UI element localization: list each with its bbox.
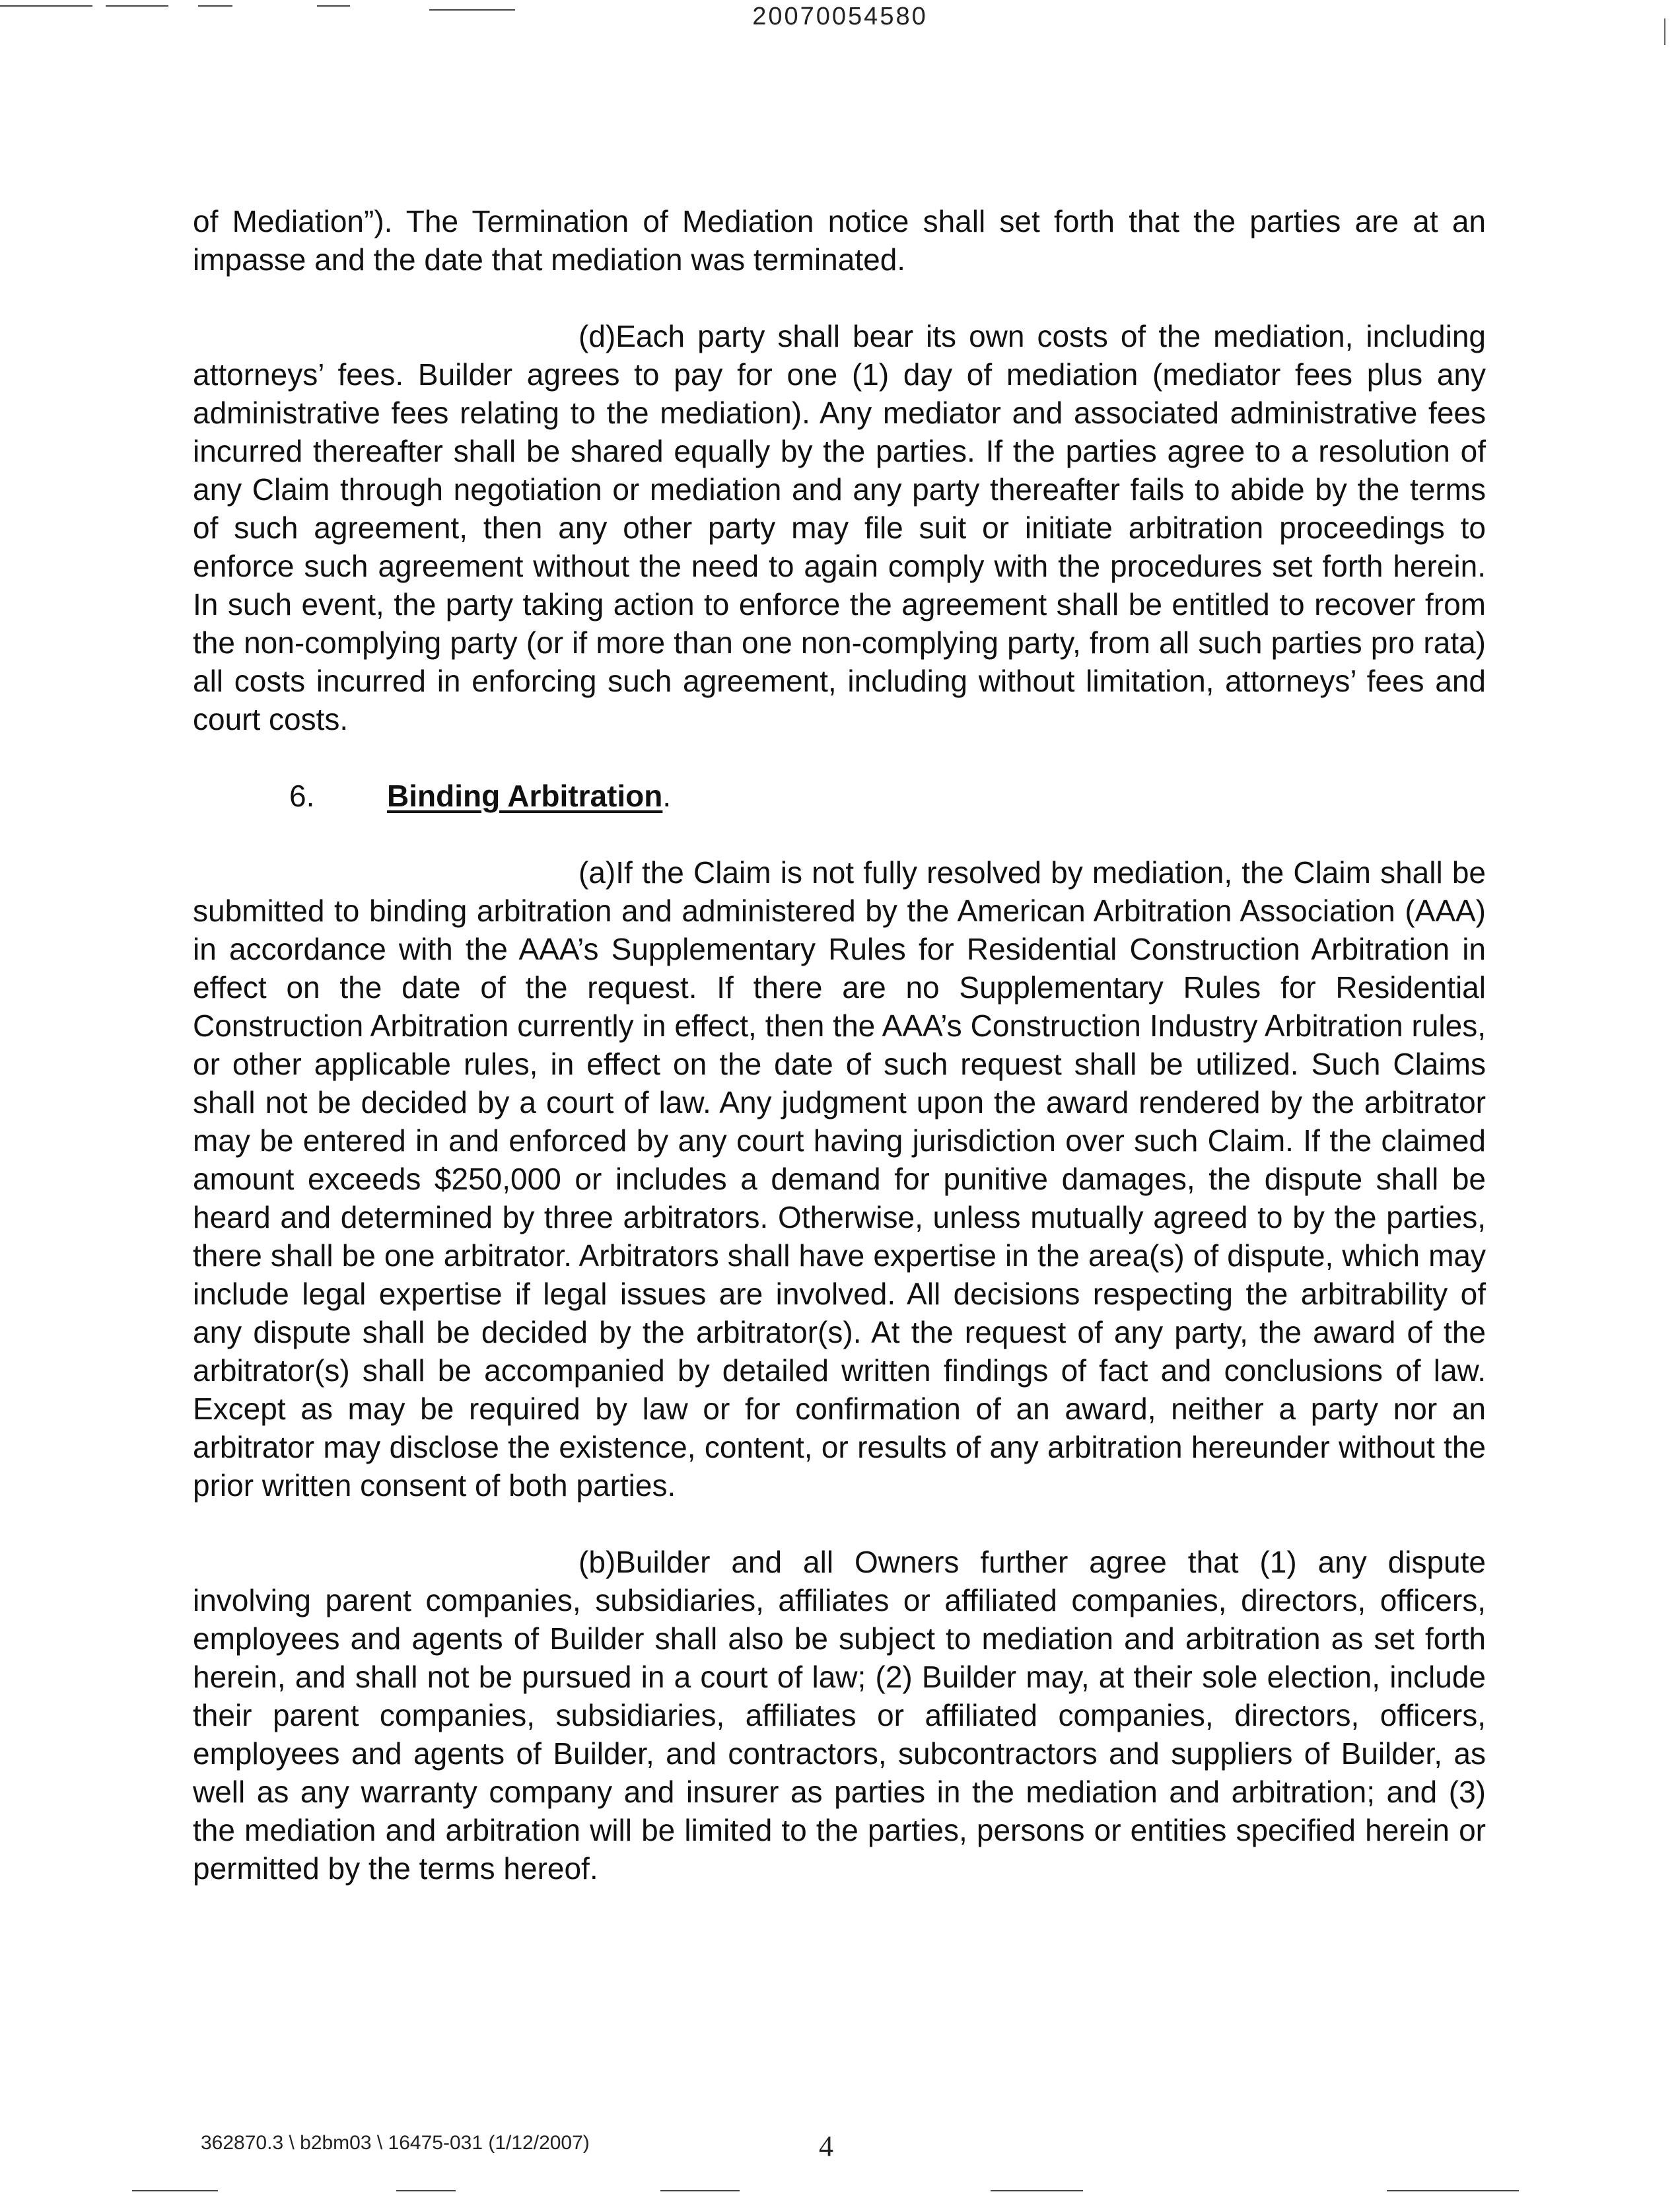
section-heading-binding-arbitration: [193, 777, 1486, 815]
section-number: 6.: [289, 779, 315, 813]
scan-mark-bottom-1: [132, 2190, 218, 2191]
scan-mark-bottom-4: [991, 2190, 1083, 2191]
page-number: 4: [819, 2130, 833, 2162]
document-number: 20070054580: [752, 3, 928, 30]
paragraph-b: [193, 1543, 1486, 1888]
paragraph-d-text: Each party shall bear its own costs of the mediation, including attorneys’ fees. Builder agrees to pay for one (1) day of mediation (mediator fees plus any administrative fees relating to the mediation). Any mediator and associated administrative fees incurred thereafter shall be shared equally by the parties. If the parties agree to a resolution of any Claim through negotiation or mediation and any party thereafter fails to abide by the terms of such agreement, then any other party may file suit or initiate arbitration proceedings to enforce such agreement without the need to again comply with the procedures set forth herein. In such event, the party taking action to enforce the agreement shall be entitled to recover from the non-complying party (or if more than one non-complying party, from all such parties pro rata) all costs incurred in enforcing such agreement, including without limitation, attorneys’ fees and court costs.: [193, 319, 1486, 736]
paragraph-d: [193, 317, 1486, 738]
footer-document-reference: 362870.3 \ b2bm03 \ 16475-031 (1/12/2007): [201, 2132, 590, 2154]
section-title-suffix: .: [662, 779, 672, 813]
scan-mark-bottom-5: [1387, 2190, 1519, 2191]
document-body: [193, 202, 1486, 1926]
paragraph-b-label: (b): [578, 1545, 616, 1579]
paragraph-d-label: (d): [578, 319, 616, 353]
continuation-paragraph: of Mediation”). The Termination of Mediation notice shall set forth that the parties are at an impasse and the date that mediation was terminated.: [193, 204, 1486, 277]
scan-mark-bottom-3: [660, 2190, 740, 2191]
paragraph-a-label: (a): [578, 855, 616, 890]
paragraph-a: [193, 853, 1486, 1505]
scan-mark-bottom-2: [396, 2190, 456, 2191]
section-title: Binding Arbitration: [387, 779, 663, 813]
paragraph-b-text: Builder and all Owners further agree that (1) any dispute involving parent companies, subsidiaries, affiliates or affiliated companies, directors, officers, employees and agents of Builder shall also be subject to mediation and arbitration as set forth herein, and shall not be pursued in a court of law; (2) Builder may, at their sole election, include their parent companies, subsidiaries, affiliates or affiliated companies, directors, officers, employees and agents of Builder, and contractors, subcontractors and suppliers of Builder, as well as any warranty company and insurer as parties in the mediation and arbitration; and (3) the mediation and arbitration will be limited to the parties, persons or entities specified herein or permitted by the terms hereof.: [193, 1545, 1486, 1886]
paragraph-a-text: If the Claim is not fully resolved by mediation, the Claim shall be submitted to binding arbitration and administered by the American Arbitration Association (AAA) in accordance with the AAA’s Supplementary Rules for Residential Construction Arbitration in effect on the date of the request. If there are no Supplementary Rules for Residential Construction Arbitration currently in effect, then the AAA’s Construction Industry Arbitration rules, or other applicable rules, in effect on the date of such request shall be utilized. Such Claims shall not be decided by a court of law. Any judgment upon the award rendered by the arbitrator may be entered in and enforced by any court having jurisdiction over such Claim. If the claimed amount exceeds $250,000 or includes a demand for punitive damages, the dispute shall be heard and determined by three arbitrators. Otherwise, unless mutually agreed to by the parties, there shall be one arbitrator. Arbitrators shall have expertise in the area(s) of dispute, which may include legal expertise if legal issues are involved. All decisions respecting the arbitrability of any dispute shall be decided by the arbitrator(s). At the request of any party, the award of the arbitrator(s) shall be accompanied by detailed written findings of fact and conclusions of law. Except as may be required by law or for confirmation of an award, neither a party nor an arbitrator may disclose the existence, content, or results of any arbitration hereunder without the prior written consent of both parties.: [193, 855, 1486, 1503]
